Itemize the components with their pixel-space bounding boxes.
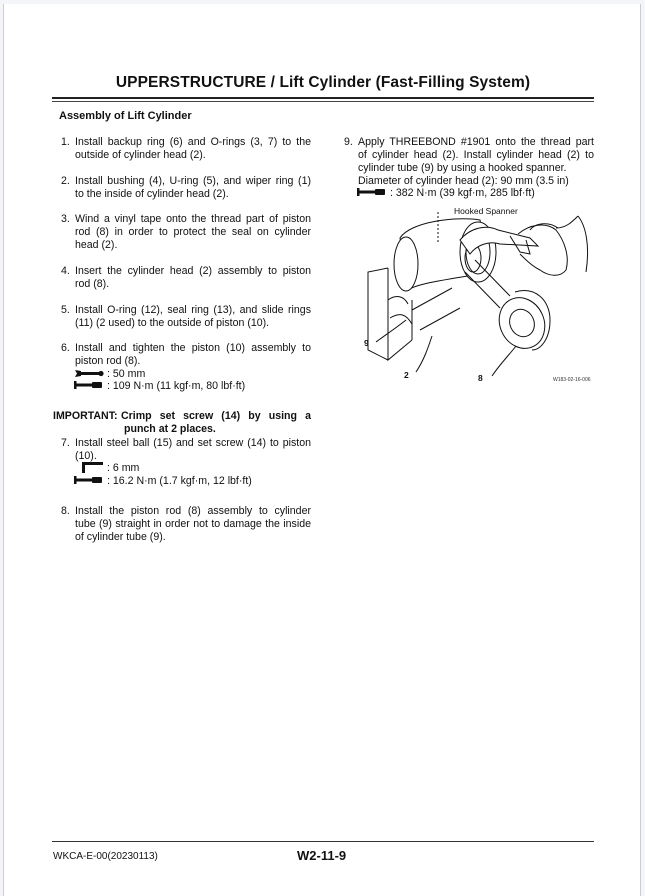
step-line: Install O-ring (12), seal ring (13), and slide rings (75, 304, 311, 316)
page-title: UPPERSTRUCTURE / Lift Cylinder (Fast-Filling System) (115, 74, 531, 91)
step6-wrench-spec: : 50 mm (107, 368, 146, 380)
step-line: Install and tighten the piston (10) assembly to (75, 342, 311, 354)
section-title: Assembly of Lift Cylinder (59, 110, 192, 122)
callout-2: 2 (404, 370, 409, 380)
title-rule (52, 97, 594, 99)
step9-torque-spec: : 382 N·m (39 kgf·m, 285 lbf·ft) (390, 187, 535, 199)
step6-torque-spec: : 109 N·m (11 kgf·m, 80 lbf·ft) (107, 380, 246, 392)
callout-9: 9 (364, 338, 369, 348)
step-number: 8. (61, 505, 70, 517)
document-code: WKCA-E-00(20230113) (53, 851, 158, 862)
step-line: (11) (2 used) to the outside of piston (10). (75, 317, 270, 329)
step-number: 2. (61, 175, 70, 187)
important-text-line: Crimp set screw (14) by using a (121, 410, 311, 422)
cylinder-assembly-illustration (360, 200, 600, 390)
step-line: Insert the cylinder head (2) assembly to piston (75, 265, 311, 277)
step-number: 6. (61, 342, 70, 354)
step7-torque-spec: : 16.2 N·m (1.7 kgf·m, 12 lbf·ft) (107, 475, 252, 487)
hooked-spanner-label: Hooked Spanner (454, 206, 518, 216)
footer-rule (52, 841, 594, 842)
hex-key-icon (82, 462, 104, 473)
step-line: Install the piston rod (8) assembly to cylinder (75, 505, 311, 517)
step-line: rod (8). (75, 278, 110, 290)
torque-wrench-icon (74, 381, 104, 389)
step-line: of cylinder head (2). Install cylinder head (2) to (358, 149, 594, 161)
page-number: W2-11-9 (297, 848, 347, 863)
step-line: piston rod (8). (75, 355, 141, 367)
step-line: Wind a vinyl tape onto the thread part of piston (75, 213, 311, 225)
step-number: 4. (61, 265, 70, 277)
step-line: head (2). (75, 239, 118, 251)
callout-8: 8 (478, 373, 483, 383)
step-number: 3. (61, 213, 70, 225)
important-label: IMPORTANT: (53, 410, 118, 422)
step-line: rod (8) in order to protect the seal on cylinder (75, 226, 311, 238)
torque-wrench-icon (357, 188, 387, 196)
step-line: cylinder tube (9) by using a hooked spanner. (358, 162, 567, 174)
step-number: 9. (344, 136, 353, 148)
step-line: (10). (75, 450, 97, 462)
step-line: outside of cylinder head (2). (75, 149, 206, 161)
step-number: 1. (61, 136, 70, 148)
figure-code: W183-02-16-006 (553, 377, 591, 383)
step-line: Apply THREEBOND #1901 onto the thread part (358, 136, 594, 148)
torque-wrench-icon (74, 476, 104, 484)
step7-hex-spec: : 6 mm (107, 462, 140, 474)
open-end-wrench-icon (74, 369, 104, 378)
step-line: Diameter of cylinder head (2): 90 mm (3.5 in) (358, 175, 569, 187)
step-line: to the inside of cylinder head (2). (75, 188, 229, 200)
step-line: of cylinder tube (9). (75, 531, 166, 543)
step-line: Install backup ring (6) and O-rings (3, 7) to the (75, 136, 311, 148)
step-number: 5. (61, 304, 70, 316)
step-line: Install bushing (4), U-ring (5), and wiper ring (1) (75, 175, 311, 187)
step-line: tube (9) straight in order not to damage the inside (75, 518, 311, 530)
important-text-line: punch at 2 places. (124, 423, 216, 435)
title-rule-thin (52, 101, 594, 102)
step-number: 7. (61, 437, 70, 449)
step-line: Install steel ball (15) and set screw (14) to piston (75, 437, 311, 449)
